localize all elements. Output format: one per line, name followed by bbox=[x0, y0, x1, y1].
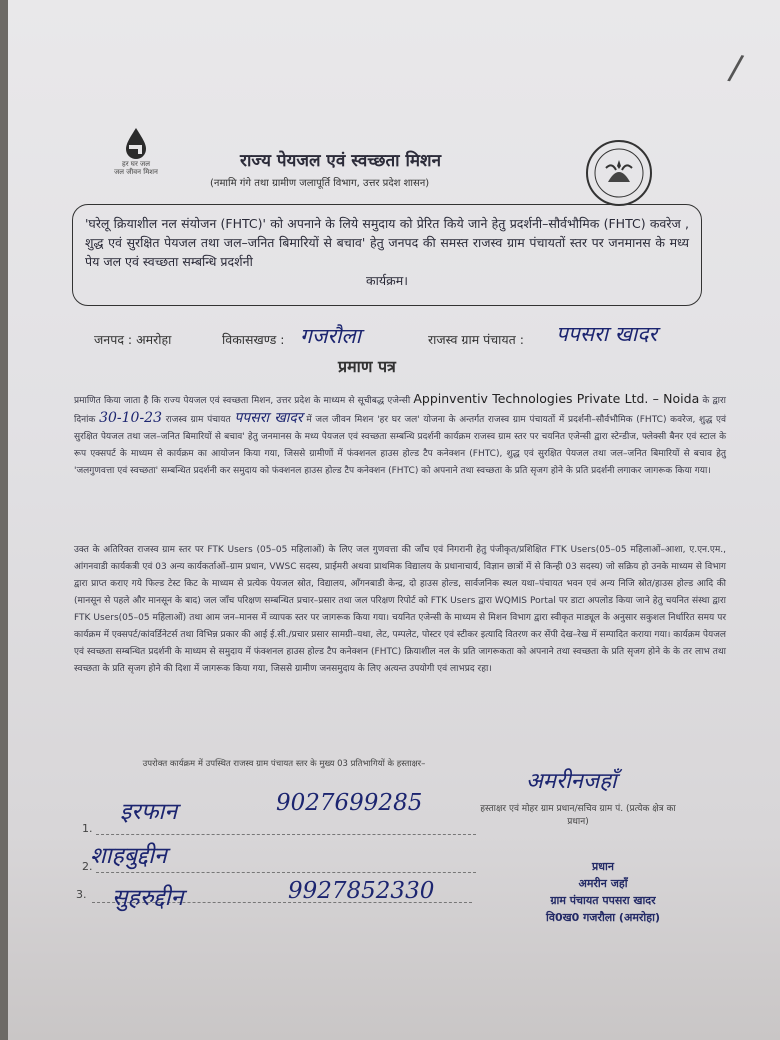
up-government-emblem bbox=[584, 138, 654, 212]
signature-line-1 bbox=[96, 834, 476, 835]
program-banner bbox=[72, 204, 702, 306]
up-government-emblem-icon bbox=[584, 138, 654, 208]
jal-jeevan-mission-logo bbox=[108, 126, 164, 176]
pen-mark: / bbox=[725, 47, 746, 89]
certificate-heading: प्रमाण पत्र bbox=[338, 357, 396, 376]
district-label: जनपद : अमरोहा bbox=[94, 332, 172, 347]
stamp-line-3: वि0ख0 गजरौला (अमरोहा) bbox=[545, 911, 660, 924]
certificate-page bbox=[8, 0, 780, 1040]
gram-panchayat-label: राजस्व ग्राम पंचायत : bbox=[428, 332, 524, 347]
para1-gp-text: राजस्व ग्राम पंचायत bbox=[165, 415, 231, 425]
participant-number-1: 1. bbox=[82, 822, 93, 835]
logo-text-line-2: जल जीवन मिशन bbox=[114, 168, 158, 176]
pradhan-stamp bbox=[508, 858, 698, 926]
paragraph-1 bbox=[74, 390, 726, 480]
paragraph-2: उक्त के अतिरिक्त राजस्व ग्राम स्तर पर FTK Users (05–05 महिलाओं) के लिए जल गुणवत्ता की जाँच एवं निगरानी हेतु पंजीकृत/प्रशिक्षित FTK Users(05–05 महिलाओं–आशा, ए.एन.एम., आंगनवाडी कार्यकत्री एवं 03 अन्य कार्यकर्ताओं–ग्राम प्रधान, VWSC सदस्य, प्राईमरी अथवा प्राथमिक विद्यालय के प्रधानाचार्य, विज्ञान छात्रों में से किन्ही 03 सदस्य) जो सक्रिय हो उनके माध्यम से विभाग द्वारा प्राप्त कराए गये फिल्ड टेस्ट किट के माध्यम से प्रत्येक पेयजल स्रोत, विद्यालय, आँगनबाडी केन्द्र, दो हाउस होल्ड, सार्वजनिक स्थल यथा–पंचायत भवन एवं अन्य निजि स्रोत/हाउस होल्ड आदि की (मानसून से पहले और मानसून के बाद) जल जाँच परिक्षण सम्बन्धित प्रचार–प्रसार तथा जल परिक्षण रिपोर्ट को FTK Users द्वारा WQMIS Portal पर डाटा अपलोड किया जाने हेतु चयनित संस्था द्वारा FTK Users(05–05 महिलाओं) तथा आम जन–मानस में व्यापक स्तर पर जागरूक किया गया। चयनित एजेन्सी के माध्यम से मिशन विभाग द्वारा स्वीकृत माड्यूल के अनुसार सकुशल निर्धारित समय पर कार्यक्रम में एक्सपर्ट/कांवर्डिनेटर्स तथा विभिन्न प्रकार की आई ई.सी./प्रचार प्रसार सामग्री–यथा, लेट, पम्पलेट, पोस्टर एवं स्टीकर इत्यादि वितरण कर सेंपी देख–रेख में सम्पादित कराया गया। कार्यक्रम पेयजल एवं स्वच्छता सम्बन्धित प्रदर्शनी के माध्यम से समुदाय में फंक्शनल हाउस होल्ड टैप कनेक्शन (FHTC) क्रियाशील नल के प्रति जागरूकता को अपनाने तथा स्वच्छता के प्रति सृजग होने के के तर लाभ तथा स्वच्छता के प्रति सृजग होने की दिशा में जागरूक किया गया, जिससे ग्रामीण जनसमुदाय के लिए अत्यन्त उपयोगी एवं लाभप्रद रहा। bbox=[74, 545, 726, 674]
participant-number-2: 2. bbox=[82, 860, 93, 873]
participant-name-3: सुहरुद्दीन bbox=[112, 885, 184, 911]
participant-phone-3: 9927852330 bbox=[288, 878, 435, 904]
banner-text: 'घरेलू क्रियाशील नल संयोजन (FHTC)' को अपनाने के लिये समुदाय को प्रेरित किये जाने हेतु प्रदर्शनी–सौर्वभौमिक (FHTC) कवरेज , शुद्ध एवं सुरक्षित पेयजल तथा जल–जनित बिमारियों से बचाव' हेतु जनपद की समस्त राजस्व ग्राम पंचायतों स्तर पर जनमानस के मध्य पेय जल एवं स्वच्छता सम्बन्धि प्रदर्शनी bbox=[85, 216, 689, 269]
signature-caption: हस्ताक्षर एवं मोहर ग्राम प्रधान/सचिव ग्राम पं. (प्रत्येक क्षेत्र का प्रधान) bbox=[480, 804, 676, 827]
stamp-line-2: ग्राम पंचायत पपसरा खादर bbox=[550, 894, 656, 907]
banner-last-line: कार्यक्रम। bbox=[366, 273, 408, 288]
participants-note: उपरोक्त कार्यक्रम में उपस्थित राजस्व ग्राम पंचायत स्तर के मुख्य 03 प्रतिभागियों के हस्ताक्षर– bbox=[142, 759, 426, 769]
document-subtitle: (नमामि गंगे तथा ग्रामीण जलापूर्ति विभाग, उत्तर प्रदेश शासन) bbox=[210, 178, 430, 189]
agency-name: Appinventiv Technologies Private Ltd. – Noida bbox=[413, 391, 700, 406]
signature-line-2 bbox=[96, 872, 476, 873]
water-drop-tap-icon bbox=[119, 126, 153, 160]
gram-panchayat-value: पपसरा खादर bbox=[556, 322, 658, 346]
participant-phone-1: 9027699285 bbox=[276, 790, 423, 816]
para1-mid: के द्वारा दिनांक bbox=[74, 396, 726, 425]
para1-rest: में जल जीवन मिशन 'हर घर जल' योजना के अन्तर्गत राजस्व ग्राम पंचायतों में प्रदर्शनी–सौर्वभौमिक (FHTC) कवरेज, शुद्ध एवं सुरक्षित पेयजल तथा जल–जनित बिमारियों से बचाव' हेतु जनमानस के मध्य पेयजल एवं स्वच्छता सम्बन्धि प्रदर्शनी कार्यक्रम राजस्व ग्राम स्तर पर चयनित एजेन्सी द्वारा स्टेन्डीज, फ्लेक्सी बैनर एवं स्टाल के रूप एक्सपर्ट के माध्यम से कार्यक्रम का आयोजन किया गया, जिससे ग्रामीणों में फंक्शनल हाउस होल्ड टैप कनेक्शन (FHTC), शुद्ध एवं सुरक्षित पेयजल तथा जल–जनित बिमारियों से बचाव हेतु 'जलगुणवत्ता एवं स्वच्छता' सम्बन्धित प्रदर्शनी कर समुदाय को फंक्शनल हाउस होल्ड टैप कनेक्शन (FHTC) को अपनाने तथा स्वच्छता के प्रति सृजग होने के प्रति प्रदर्शनी लगाकर जागरूक किया गया। bbox=[74, 415, 727, 476]
pradhan-signature: अमरीनजहाँ bbox=[526, 769, 617, 794]
document-title: राज्य पेयजल एवं स्वच्छता मिशन bbox=[240, 151, 442, 171]
stamp-line-1: अमरीन जहाँ bbox=[578, 877, 628, 890]
participant-number-3: 3. bbox=[76, 888, 87, 901]
para1-start: प्रमाणित किया जाता है कि राज्य पेयजल एवं स्वच्छता मिशन, उत्तर प्रदेश के माध्यम से सूचीबद्ध एजेन्सी bbox=[74, 396, 411, 406]
para1-gp-value: पपसरा खादर bbox=[234, 410, 303, 426]
stamp-title: प्रधान bbox=[592, 860, 614, 873]
participant-name-2: शाहबुद्दीन bbox=[90, 843, 167, 869]
program-date: 30-10-23 bbox=[99, 410, 162, 426]
participant-name-1: इरफान bbox=[120, 799, 178, 825]
block-label: विकासखण्ड : bbox=[222, 332, 285, 347]
block-value: गजरौला bbox=[300, 324, 362, 348]
logo-text-line-1: हर घर जल bbox=[122, 160, 150, 168]
